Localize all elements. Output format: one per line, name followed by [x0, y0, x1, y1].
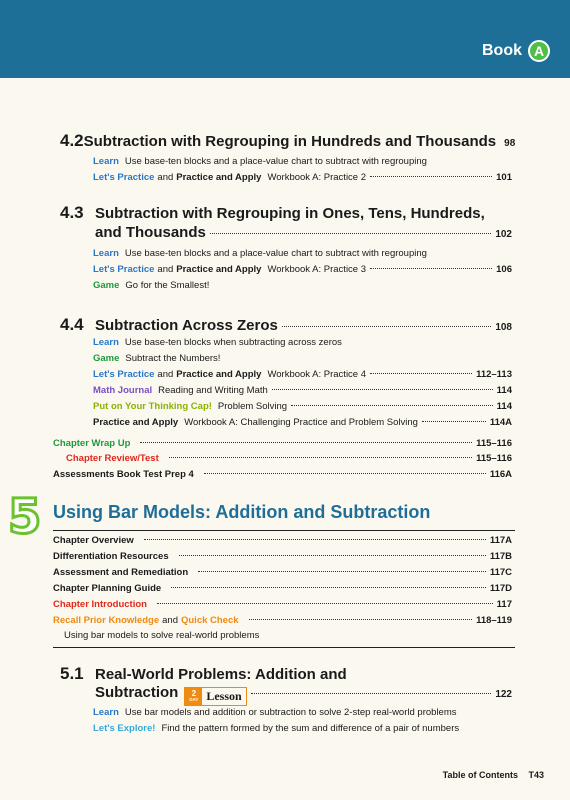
leader-dots: [249, 619, 473, 620]
game-text: Subtract the Numbers!: [125, 353, 221, 364]
page-number: 112–113: [476, 369, 512, 380]
practice-line[interactable]: [93, 264, 512, 275]
footer-text: Table of Contents: [442, 770, 518, 780]
leader-dots: [140, 442, 472, 443]
practice-text: Workbook A: Practice 2: [267, 172, 367, 183]
leader-dots: [204, 473, 486, 474]
section-4-2-heading[interactable]: [60, 131, 516, 151]
practice-text: Workbook A: Practice 3: [267, 264, 367, 275]
section-4-3-heading-line2[interactable]: [95, 224, 512, 241]
game-line: [93, 353, 220, 364]
math-journal-text: Reading and Writing Math: [158, 385, 268, 396]
lets-explore-text: Find the pattern formed by the sum and difference of a pair of numbers: [161, 723, 460, 734]
practice-apply-label: Practice and Apply: [93, 417, 179, 428]
lesson-word: Lesson: [206, 688, 242, 703]
learn-label: Learn: [93, 248, 119, 259]
and-word: and: [157, 172, 174, 183]
learn-line: [93, 156, 427, 167]
recall-subtext: [64, 630, 259, 641]
lets-practice-label: Let's Practice: [93, 172, 155, 183]
chapter-wrap-up-label: Chapter Wrap Up: [53, 438, 131, 449]
page-number: 117C: [489, 567, 512, 578]
header-banner: [0, 0, 570, 78]
section-title-line2: Subtraction: [95, 684, 179, 701]
chapter-item-differentiation[interactable]: [53, 551, 512, 562]
page-number: 108: [495, 322, 512, 333]
leader-dots: [169, 457, 472, 458]
leader-dots: [282, 326, 491, 327]
section-5-1-heading[interactable]: [60, 664, 347, 684]
page-number: 102: [495, 229, 512, 240]
chapter-item-label: Assessment and Remediation: [53, 567, 189, 578]
assessments-test-prep-line[interactable]: [53, 469, 512, 480]
learn-text: Use base-ten blocks and a place-value chart to subtract with regrouping: [124, 248, 427, 259]
recall-subtext-text: Using bar models to solve real-world problems: [64, 630, 260, 641]
practice-apply-label: Practice and Apply: [176, 369, 262, 380]
challenging-practice-line[interactable]: [93, 417, 512, 428]
learn-label: Learn: [93, 337, 119, 348]
page-footer: [443, 770, 544, 780]
book-word: Book: [482, 42, 522, 59]
practice-line[interactable]: [93, 172, 512, 183]
section-title-line1: Subtraction with Regrouping in Ones, Tens, Hundreds,: [95, 205, 485, 222]
thinking-cap-label: Put on Your Thinking Cap!: [93, 401, 212, 412]
chapter-item-label: Chapter Introduction: [53, 599, 147, 610]
challenging-practice-text: Workbook A: Challenging Practice and Problem Solving: [184, 417, 418, 428]
leader-dots: [198, 571, 486, 572]
leader-dots: [422, 421, 486, 422]
section-number: 4.3: [60, 203, 84, 222]
lets-practice-label: Let's Practice: [93, 264, 155, 275]
section-title: Subtraction Across Zeros: [95, 317, 278, 334]
chapter-item-label: Differentiation Resources: [53, 551, 169, 562]
page-number: 115–116: [476, 438, 512, 449]
section-title-line1: Real-World Problems: Addition and: [95, 666, 347, 683]
learn-label: Learn: [93, 707, 119, 718]
learn-text: Use bar models and addition or subtraction to solve 2-step real-world problems: [124, 707, 457, 718]
section-number: 4.4: [60, 315, 84, 334]
page-number: 114A: [489, 417, 512, 428]
divider: [53, 530, 515, 531]
page-number: 115–116: [476, 453, 512, 464]
page-number: 117: [496, 599, 512, 610]
day-number: 2: [191, 689, 197, 698]
page-number: 114: [496, 401, 512, 412]
learn-line: [93, 707, 456, 718]
leader-dots: [171, 587, 486, 588]
section-4-4-heading[interactable]: [60, 315, 512, 335]
lets-practice-label: Let's Practice: [93, 369, 155, 380]
chapter-item-assessment[interactable]: [53, 567, 512, 578]
section-number: 5.1: [60, 664, 84, 683]
chapter-title[interactable]: Using Bar Models: Addition and Subtraction: [53, 502, 431, 522]
page-number: 117D: [489, 583, 512, 594]
learn-text: Use base-ten blocks and a place-value chart to subtract with regrouping: [124, 156, 427, 167]
game-line: [93, 280, 209, 291]
chapter-review-test-label: Chapter Review/Test: [66, 453, 159, 464]
game-label: Game: [93, 280, 120, 291]
leader-dots: [144, 539, 486, 540]
and-word: and: [157, 264, 174, 275]
thinking-cap-line[interactable]: [93, 401, 512, 412]
divider: [53, 647, 515, 648]
lets-explore-label: Let's Explore!: [93, 723, 156, 734]
page-number: 117B: [489, 551, 512, 562]
section-4-3-heading[interactable]: [60, 203, 485, 223]
page-number: 106: [496, 264, 512, 275]
book-letter-badge: A: [528, 40, 550, 62]
day-word: DAY: [189, 697, 199, 702]
leader-dots: [291, 405, 493, 406]
leader-dots: [157, 603, 493, 604]
leader-dots: [210, 233, 491, 234]
chapter-item-label: Chapter Planning Guide: [53, 583, 162, 594]
day-count-tag: [185, 688, 202, 705]
lets-explore-line: [93, 723, 459, 734]
math-journal-line[interactable]: [93, 385, 512, 396]
chapter-wrap-up-line[interactable]: [53, 438, 512, 449]
practice-text: Workbook A: Practice 4: [267, 369, 367, 380]
page-number: 116A: [489, 469, 512, 480]
chapter-item-overview[interactable]: [53, 535, 512, 546]
leader-dots: [370, 373, 472, 374]
learn-text: Use base-ten blocks when subtracting across zeros: [124, 337, 342, 348]
leader-dots: [179, 555, 486, 556]
chapter-item-introduction[interactable]: [53, 599, 512, 610]
assessments-test-prep-label: Assessments Book Test Prep 4: [53, 469, 194, 480]
leader-dots: [272, 389, 493, 390]
game-label: Game: [93, 353, 120, 364]
thinking-cap-text: Problem Solving: [217, 401, 288, 412]
math-journal-label: Math Journal: [93, 385, 153, 396]
footer-page-number: T43: [528, 770, 544, 780]
page-number: 122: [495, 689, 512, 700]
book-label: [482, 38, 550, 64]
practice-line[interactable]: [93, 369, 512, 380]
chapter-review-test-line[interactable]: [66, 453, 512, 464]
section-title: Subtraction with Regrouping in Hundreds and Thousands: [83, 133, 497, 150]
page-number: 98: [504, 138, 516, 149]
leader-dots: [251, 693, 492, 694]
practice-apply-label: Practice and Apply: [176, 264, 262, 275]
and-word: and: [162, 615, 178, 626]
learn-line: [93, 248, 427, 259]
recall-prior-knowledge-line[interactable]: [53, 615, 512, 626]
section-number: 4.2: [60, 131, 84, 150]
chapter-item-label: Chapter Overview: [53, 535, 134, 546]
page-number: 117A: [489, 535, 512, 546]
recall-prior-knowledge-label: Recall Prior Knowledge: [53, 615, 160, 626]
learn-line: [93, 337, 342, 348]
quick-check-label: Quick Check: [180, 615, 239, 626]
page-number: 118–119: [476, 615, 512, 626]
section-5-1-heading-line2[interactable]: [95, 684, 512, 707]
game-text: Go for the Smallest!: [125, 280, 210, 291]
leader-dots: [370, 268, 492, 269]
lesson-badge: [184, 687, 246, 706]
learn-label: Learn: [93, 156, 119, 167]
and-word: and: [157, 369, 174, 380]
section-title-line2: and Thousands: [95, 224, 206, 241]
page-number: 114: [496, 385, 512, 396]
practice-apply-label: Practice and Apply: [176, 172, 262, 183]
chapter-number: 5: [8, 489, 42, 545]
leader-dots: [370, 176, 492, 177]
page-number: 101: [496, 172, 512, 183]
chapter-item-planning-guide[interactable]: [53, 583, 512, 594]
